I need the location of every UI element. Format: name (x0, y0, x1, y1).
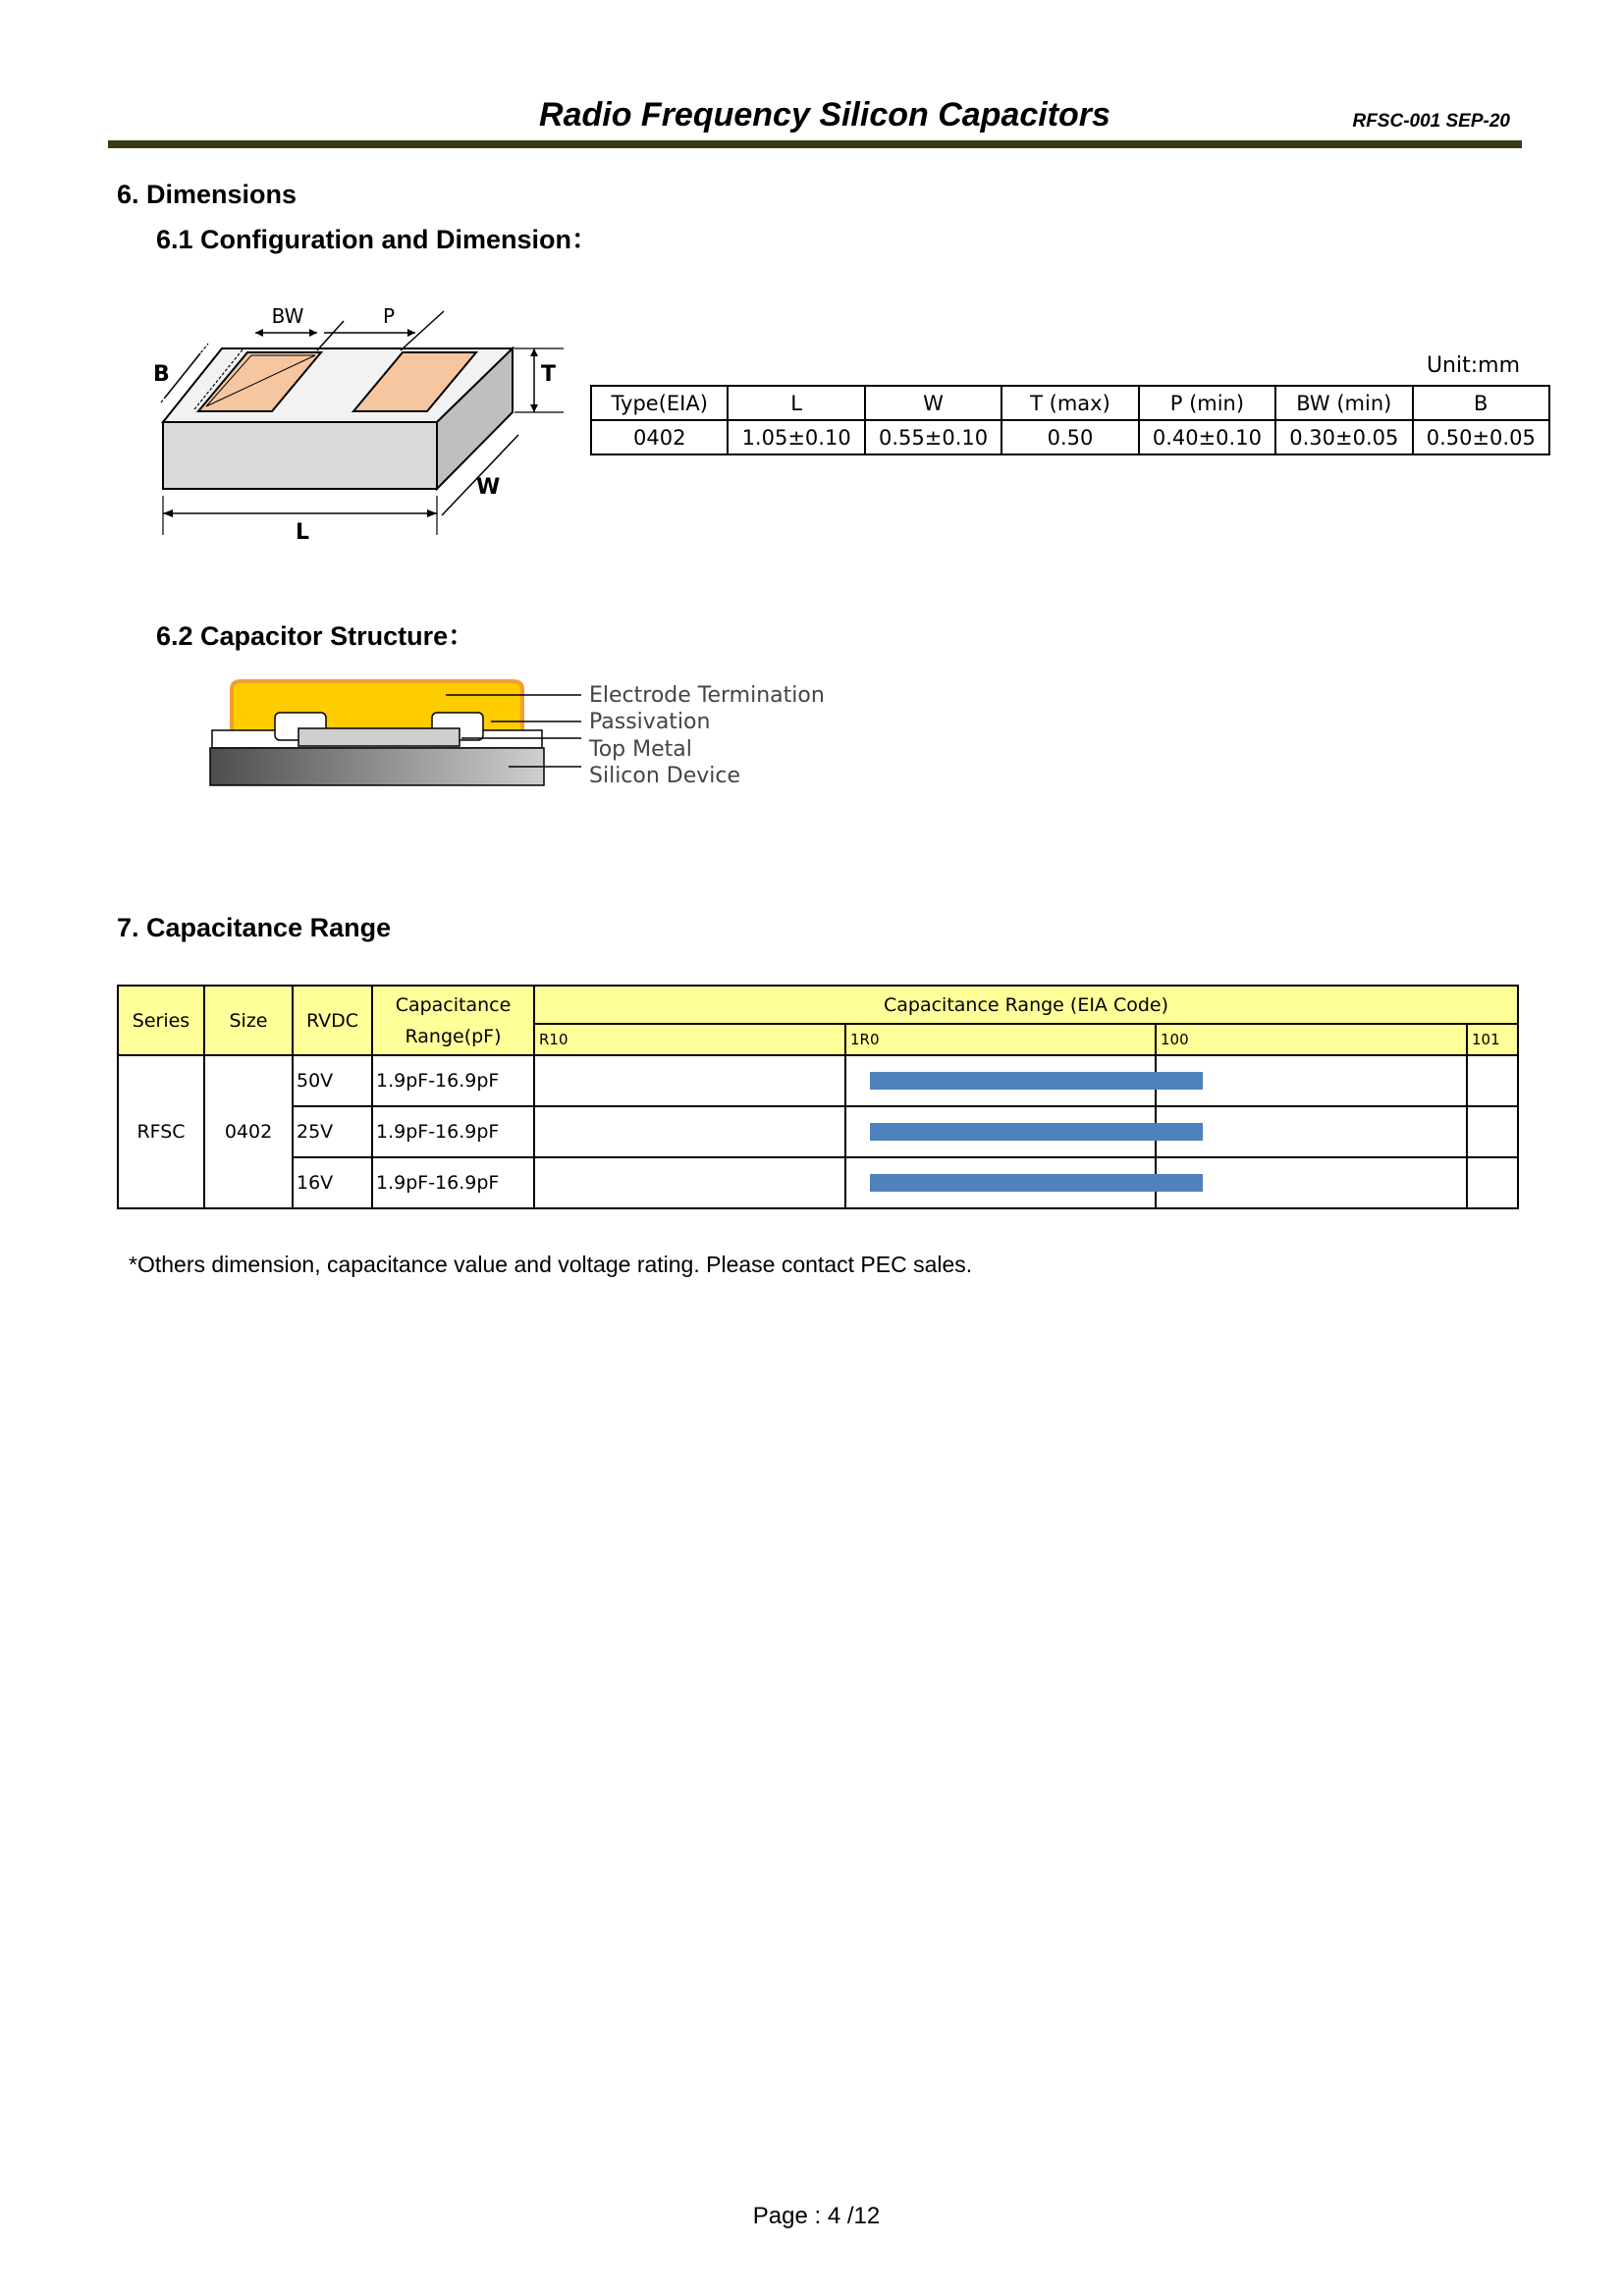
table-cell: 0.50±0.05 (1413, 420, 1549, 454)
table-row (591, 420, 1549, 454)
range-grid-cell (534, 1157, 845, 1208)
rvdc-cell: 50V (293, 1055, 372, 1106)
table-cell: 1.05±0.10 (728, 420, 864, 454)
legend-top-metal: Top Metal (589, 737, 692, 762)
header-size: Size (204, 986, 293, 1055)
range-grid-cell (845, 1157, 1156, 1208)
header-rvdc: RVDC (293, 986, 372, 1055)
range-bar (870, 1123, 1203, 1141)
table-cell: 0.55±0.10 (865, 420, 1001, 454)
table-cell: 0.50 (1001, 420, 1138, 454)
table-row (118, 1106, 1518, 1157)
legend-passivation: Passivation (589, 710, 711, 734)
chip-dimension-diagram (137, 290, 579, 555)
range-grid-cell (845, 1055, 1156, 1106)
section-6-2-heading: 6.2 Capacitor Structure： (156, 621, 475, 651)
size-cell: 0402 (204, 1055, 293, 1208)
eia-code-1r0: 1R0 (845, 1024, 1156, 1055)
dimension-table-header (591, 386, 1549, 420)
table-row (118, 1157, 1518, 1208)
w-label: W (476, 475, 501, 500)
rvdc-cell: 16V (293, 1157, 372, 1208)
range-cell: 1.9pF-16.9pF (372, 1106, 534, 1157)
section-6-1-heading: 6.1 Configuration and Dimension： (156, 225, 599, 254)
range-grid-cell (1467, 1106, 1518, 1157)
table-header-cell: Type(EIA) (591, 386, 728, 420)
document-title: Radio Frequency Silicon Capacitors (539, 96, 1110, 133)
chip-front-face (163, 422, 437, 489)
silicon-device (210, 748, 544, 785)
rvdc-cell: 25V (293, 1106, 372, 1157)
table-header-cell: L (728, 386, 864, 420)
range-cell: 1.9pF-16.9pF (372, 1055, 534, 1106)
table-cell: 0402 (591, 420, 728, 454)
bw-label: BW (271, 304, 304, 328)
table-cell: 0.30±0.05 (1275, 420, 1412, 454)
header-rule (108, 140, 1522, 148)
range-grid-cell (845, 1106, 1156, 1157)
table-header-cell: P (min) (1139, 386, 1275, 420)
t-label: T (541, 362, 557, 387)
section-6-heading: 6. Dimensions (117, 180, 298, 209)
eia-code-100: 100 (1156, 1024, 1467, 1055)
capacitor-structure-diagram (196, 667, 884, 795)
dimension-table (590, 385, 1550, 455)
range-grid-cell (1467, 1157, 1518, 1208)
range-bar (870, 1072, 1203, 1090)
top-metal (298, 728, 460, 746)
l-label: L (295, 520, 310, 545)
capacitance-range-table (117, 985, 1519, 1209)
p-label: P (382, 304, 396, 328)
series-cell: RFSC (118, 1055, 204, 1208)
table-header-cell: B (1413, 386, 1549, 420)
range-grid-cell (534, 1106, 845, 1157)
document-code: RFSC-001 SEP-20 (1352, 111, 1510, 132)
header-eia-code: Capacitance Range (EIA Code) (534, 986, 1518, 1024)
range-bar (870, 1174, 1203, 1192)
table-row (118, 1055, 1518, 1106)
header-capacitance-range: Capacitance Range(pF) (372, 986, 534, 1055)
table-header-cell: BW (min) (1275, 386, 1412, 420)
table-cell: 0.40±0.10 (1139, 420, 1275, 454)
b-label: B (153, 362, 170, 387)
table-header-cell: W (865, 386, 1001, 420)
section-7-heading: 7. Capacitance Range (117, 913, 392, 942)
eia-code-r10: R10 (534, 1024, 845, 1055)
page-number: Page : 4 /12 (752, 2203, 881, 2229)
eia-code-101: 101 (1467, 1024, 1518, 1055)
legend-silicon-device: Silicon Device (589, 764, 741, 788)
range-grid-cell (534, 1055, 845, 1106)
table-header-cell: T (max) (1001, 386, 1138, 420)
range-cell: 1.9pF-16.9pF (372, 1157, 534, 1208)
header-series: Series (118, 986, 204, 1055)
contact-note: *Others dimension, capacitance value and voltage rating. Please contact PEC sales. (129, 1252, 973, 1277)
range-grid-cell (1467, 1055, 1518, 1106)
legend-electrode: Electrode Termination (589, 683, 825, 708)
unit-label: Unit:mm (1426, 353, 1520, 378)
